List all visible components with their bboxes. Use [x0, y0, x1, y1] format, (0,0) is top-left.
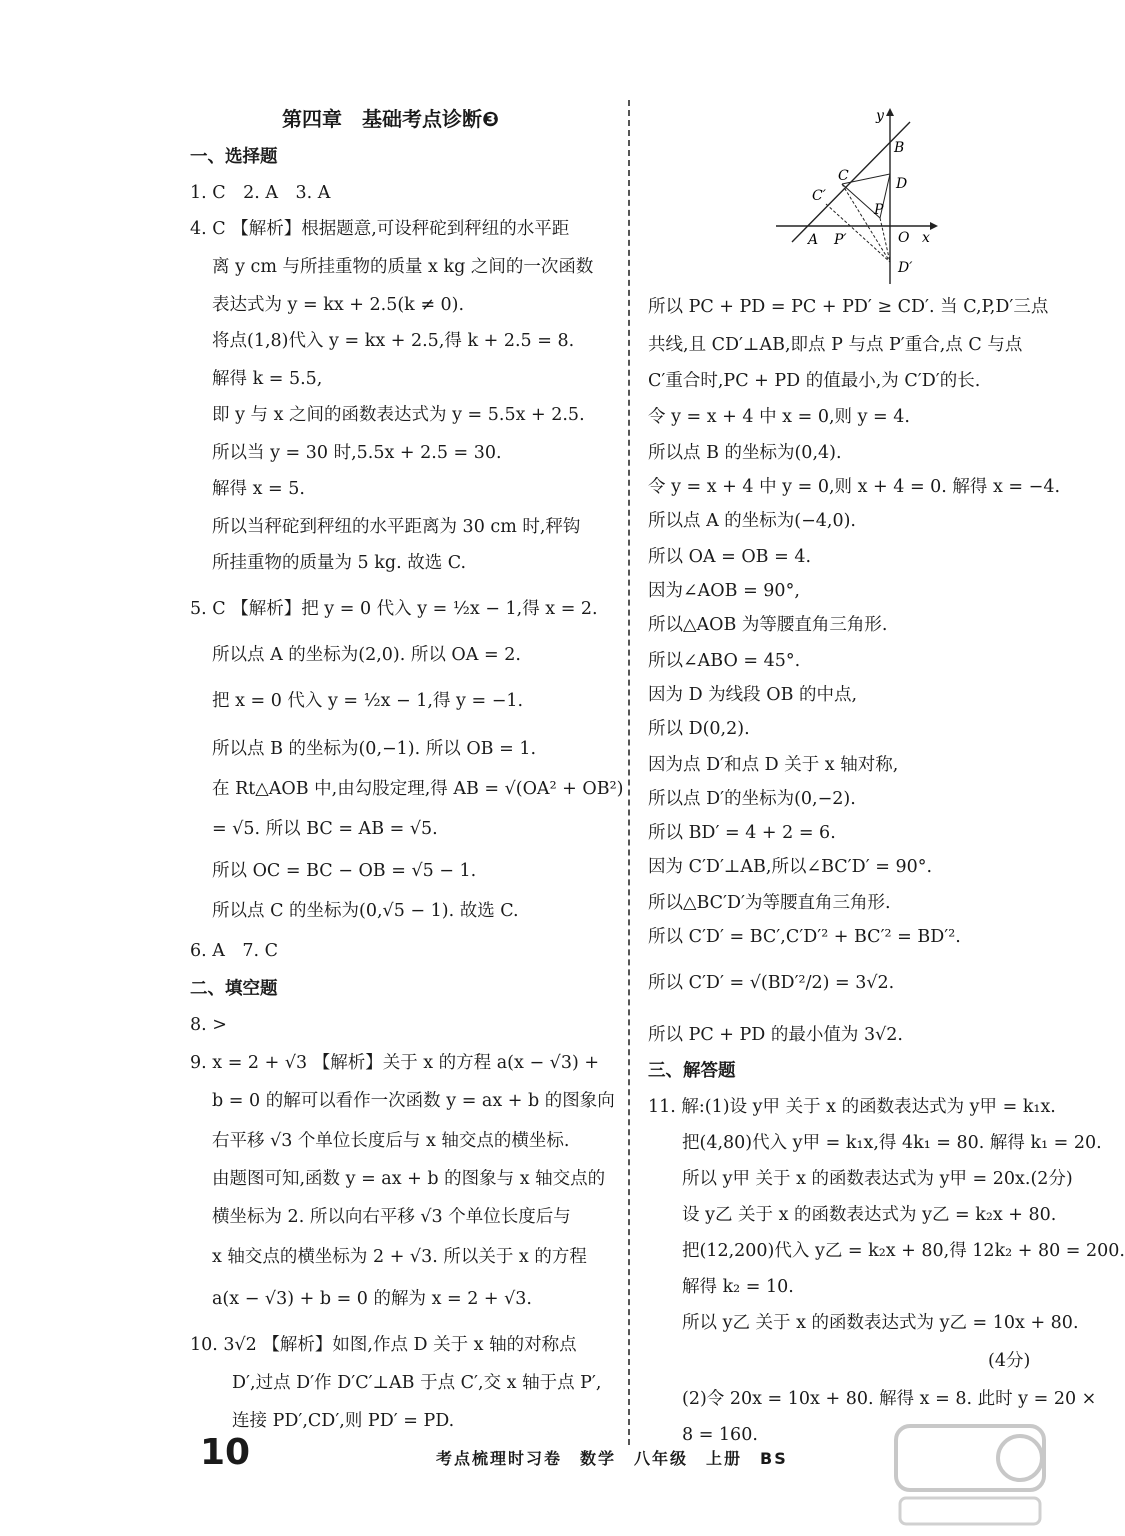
right-line: 三、解答题 — [648, 1061, 736, 1081]
segment-cd — [842, 174, 890, 184]
left-line: 将点(1,8)代入 y = kx + 2.5,得 k + 2.5 = 8. — [212, 331, 575, 351]
right-line: 令 y = x + 4 中 x = 0,则 y = 4. — [648, 407, 910, 427]
left-line: 表达式为 y = kx + 2.5(k ≠ 0). — [212, 295, 465, 315]
right-line: 所以 PC + PD = PC + PD′ ≥ CD′. 当 C,P,D′三点 — [648, 297, 1049, 317]
right-line: 所以 y甲 关于 x 的函数表达式为 y甲 = 20x.(2分) — [682, 1169, 1073, 1189]
right-line: 11. 解:(1)设 y甲 关于 x 的函数表达式为 y甲 = k₁x. — [648, 1097, 1056, 1117]
left-line: 解得 x = 5. — [212, 479, 305, 499]
right-line: 所以 OA = OB = 4. — [648, 547, 812, 567]
right-line: 因为∠AOB = 90°, — [648, 581, 800, 601]
left-line: 所以点 B 的坐标为(0,−1). 所以 OB = 1. — [212, 739, 537, 759]
label-y: y — [876, 108, 884, 124]
page-number: 10 — [200, 1432, 251, 1473]
right-line: (2)令 20x = 10x + 80. 解得 x = 8. 此时 y = 20 × — [682, 1389, 1097, 1409]
left-line: 1. C 2. A 3. A — [190, 183, 331, 203]
right-line: 所以 C′D′ = BC′,C′D′² + BC′² = BD′². — [648, 927, 961, 947]
left-line: 所以点 A 的坐标为(2,0). 所以 OA = 2. — [212, 645, 521, 665]
left-line: 一、选择题 — [190, 147, 278, 167]
right-line: 所以 y乙 关于 x 的函数表达式为 y乙 = 10x + 80. — [682, 1313, 1079, 1333]
right-line: 8 = 160. — [682, 1425, 758, 1445]
left-line: 把 x = 0 代入 y = ½x − 1,得 y = −1. — [212, 691, 524, 711]
left-line: 即 y 与 x 之间的函数表达式为 y = 5.5x + 2.5. — [212, 405, 585, 425]
right-line: 所以点 B 的坐标为(0,4). — [648, 443, 842, 463]
left-line: 4. C 【解析】根据题意,可设秤砣到秤纽的水平距 — [190, 219, 570, 239]
right-line: 所以 C′D′ = √(BD′²/2) = 3√2. — [648, 973, 895, 993]
segment-p-d-prime — [880, 218, 890, 262]
left-line: 在 Rt△AOB 中,由勾股定理,得 AB = √(OA² + OB²) — [212, 779, 624, 799]
right-line: 因为 D 为线段 OB 的中点, — [648, 685, 858, 705]
left-line: = √5. 所以 BC = AB = √5. — [212, 819, 438, 839]
label-p-prime: P′ — [834, 232, 847, 248]
label-o: O — [898, 230, 910, 246]
right-line: 所以△BC′D′为等腰直角三角形. — [648, 893, 891, 913]
left-line: 所以点 C 的坐标为(0,√5 − 1). 故选 C. — [212, 901, 519, 921]
segment-c-d-prime — [842, 184, 890, 262]
watermark-logo-icon — [890, 1420, 1050, 1530]
label-a: A — [808, 232, 819, 248]
left-line: 10. 3√2 【解析】如图,作点 D 关于 x 轴的对称点 — [190, 1335, 577, 1355]
left-line: D′,过点 D′作 D′C′⊥AB 于点 C′,交 x 轴于点 P′, — [232, 1373, 602, 1393]
right-line: 解得 k₂ = 10. — [682, 1277, 794, 1297]
left-line: 所以当秤砣到秤纽的水平距离为 30 cm 时,秤钩 — [212, 517, 581, 537]
left-line: 所以 OC = BC − OB = √5 − 1. — [212, 861, 477, 881]
left-line: 右平移 √3 个单位长度后与 x 轴交点的横坐标. — [212, 1131, 570, 1151]
label-b: B — [894, 140, 905, 156]
coordinate-figure — [770, 102, 940, 284]
left-line: b = 0 的解可以看作一次函数 y = ax + b 的图象向 — [212, 1091, 615, 1111]
left-line: 6. A 7. C — [190, 941, 279, 961]
left-line: 8. > — [190, 1015, 227, 1035]
label-x: x — [922, 230, 930, 246]
left-line: 9. x = 2 + √3 【解析】关于 x 的方程 a(x − √3) + — [190, 1053, 600, 1073]
right-line: 把(12,200)代入 y乙 = k₂x + 80,得 12k₂ + 80 = 200. — [682, 1241, 1125, 1261]
left-line: a(x − √3) + b = 0 的解为 x = 2 + √3. — [212, 1289, 532, 1309]
right-line: 因为 C′D′⊥AB,所以∠BC′D′ = 90°. — [648, 857, 933, 877]
column-divider — [628, 100, 630, 1445]
page-title: 第四章 基础考点诊断❸ — [282, 107, 499, 131]
right-line: 所以 BD′ = 4 + 2 = 6. — [648, 823, 836, 843]
right-line: 所以 PC + PD 的最小值为 3√2. — [648, 1025, 903, 1045]
right-line: 所以∠ABO = 45°. — [648, 651, 801, 671]
right-line: 共线,且 CD′⊥AB,即点 P 与点 P′重合,点 C 与点 — [648, 335, 1023, 355]
left-line: 二、填空题 — [190, 979, 278, 999]
label-c-prime: C′ — [812, 188, 826, 204]
left-line: 由题图可知,函数 y = ax + b 的图象与 x 轴交点的 — [212, 1169, 606, 1189]
right-line: 把(4,80)代入 y甲 = k₁x,得 4k₁ = 80. 解得 k₁ = 20. — [682, 1133, 1102, 1153]
label-p: P — [874, 202, 884, 218]
left-line: x 轴交点的横坐标为 2 + √3. 所以关于 x 的方程 — [212, 1247, 587, 1267]
label-d: D — [896, 176, 908, 192]
left-line: 5. C 【解析】把 y = 0 代入 y = ½x − 1,得 x = 2. — [190, 599, 598, 619]
left-line: 所挂重物的质量为 5 kg. 故选 C. — [212, 553, 467, 573]
right-line: 所以 D(0,2). — [648, 719, 750, 739]
right-line: 所以△AOB 为等腰直角三角形. — [648, 615, 888, 635]
right-line: C′重合时,PC + PD 的值最小,为 C′D′的长. — [648, 371, 981, 391]
label-d-prime: D′ — [898, 260, 913, 276]
right-line: 所以点 D′的坐标为(0,−2). — [648, 789, 856, 809]
right-line: 设 y乙 关于 x 的函数表达式为 y乙 = k₂x + 80. — [682, 1205, 1057, 1225]
left-line: 横坐标为 2. 所以向右平移 √3 个单位长度后与 — [212, 1207, 571, 1227]
right-line: 所以点 A 的坐标为(−4,0). — [648, 511, 856, 531]
left-line: 离 y cm 与所挂重物的质量 x kg 之间的一次函数 — [212, 257, 594, 277]
left-line: 解得 k = 5.5, — [212, 369, 323, 389]
right-line: (4分) — [988, 1351, 1031, 1371]
right-line: 令 y = x + 4 中 y = 0,则 x + 4 = 0. 解得 x = −4. — [648, 477, 1061, 497]
footer-text: 考点梳理时习卷 数学 八年级 上册 BS — [436, 1449, 788, 1468]
x-axis-arrow — [930, 222, 938, 230]
left-line: 所以当 y = 30 时,5.5x + 2.5 = 30. — [212, 443, 502, 463]
y-axis-arrow — [886, 108, 894, 116]
label-c: C — [838, 168, 849, 184]
right-line: 因为点 D′和点 D 关于 x 轴对称, — [648, 755, 899, 775]
left-line: 连接 PD′,CD′,则 PD′ = PD. — [232, 1411, 455, 1431]
